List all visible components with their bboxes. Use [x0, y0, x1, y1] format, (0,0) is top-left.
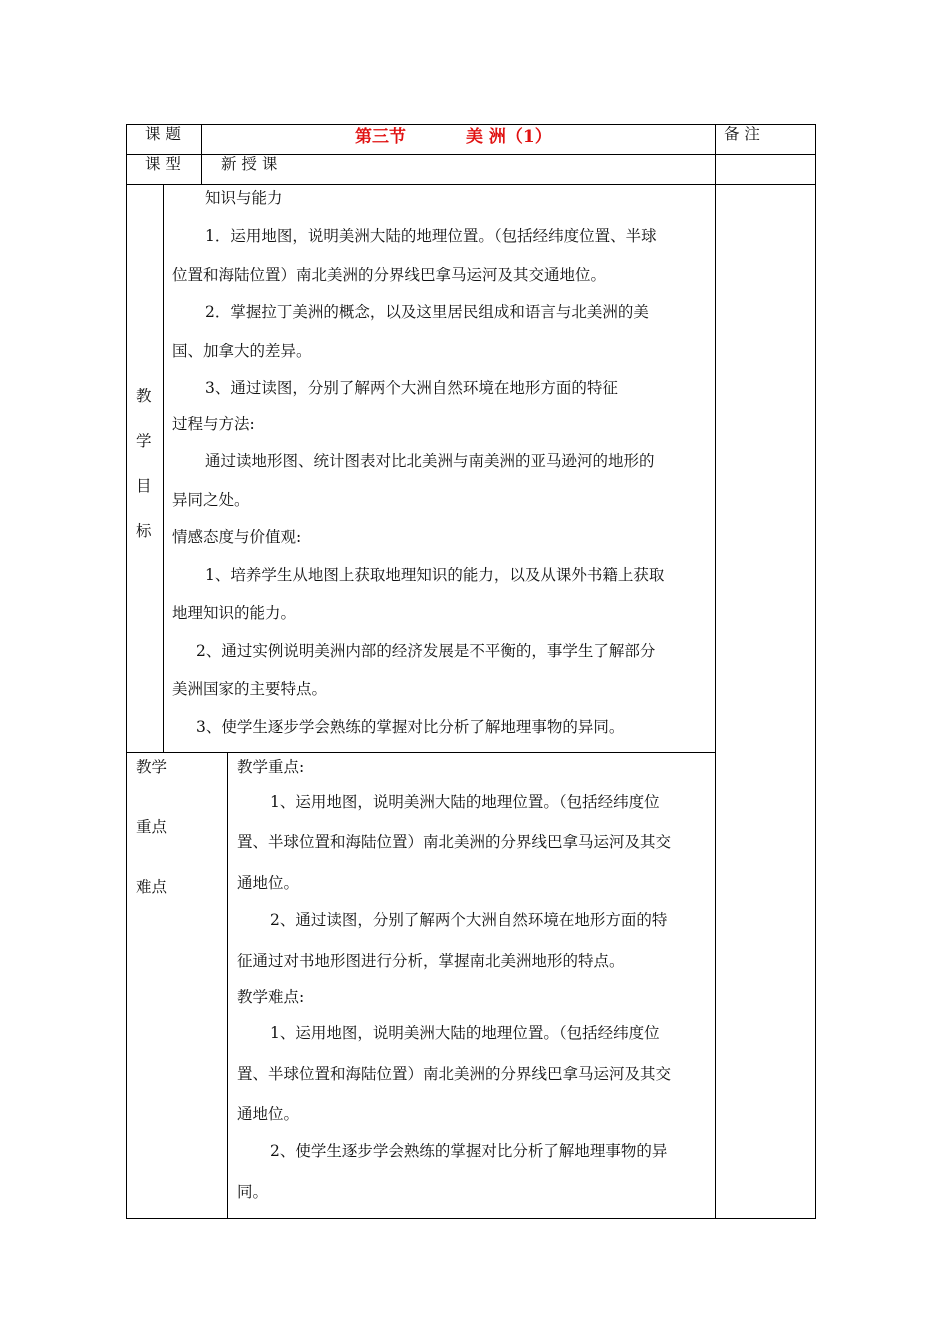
keypoints-heading-difficulty: 教学难点: — [237, 988, 305, 1006]
keypoints-line: 通地位。 — [237, 1105, 300, 1123]
keypoints-line: 2、使学生逐步学会熟练的掌握对比分析了解地理事物的异 — [270, 1142, 668, 1160]
objectives-line: 国、加拿大的差异。 — [172, 342, 312, 360]
keypoints-label-line: 教学 — [136, 758, 168, 776]
objectives-heading-knowledge: 知识与能力 — [205, 189, 283, 207]
keypoints-line: 置、半球位置和海陆位置）南北美洲的分界线巴拿马运河及其交 — [237, 1065, 672, 1083]
keypoints-line: 征通过对书地形图进行分析，掌握南北美洲地形的特点。 — [237, 952, 625, 970]
notes-label: 备 注 — [724, 125, 760, 143]
label-column-divider-keypoints — [227, 752, 228, 1219]
lesson-title-section: 第三节 — [355, 127, 406, 147]
label-column-divider-objectives — [163, 184, 164, 753]
table-border-right — [815, 124, 816, 1219]
objectives-line: 地理知识的能力。 — [172, 604, 297, 622]
type-value: 新 授 课 — [221, 155, 278, 173]
keypoints-line: 1、运用地图，说明美洲大陆的地理位置。（包括经纬度位 — [270, 1024, 660, 1042]
keypoints-line: 2、通过读图，分别了解两个大洲自然环境在地形方面的特 — [270, 911, 668, 929]
row-divider-3 — [126, 752, 716, 753]
keypoints-line: 1、运用地图，说明美洲大陆的地理位置。（包括经纬度位 — [270, 793, 660, 811]
objectives-line: 1．运用地图，说明美洲大陆的地理位置。（包括经纬度位置、半球 — [205, 227, 657, 245]
table-border-bottom — [126, 1218, 816, 1219]
objectives-line: 2、通过实例说明美洲内部的经济发展是不平衡的，事学生了解部分 — [196, 642, 656, 660]
keypoints-line: 置、半球位置和海陆位置）南北美洲的分界线巴拿马运河及其交 — [237, 833, 672, 851]
keypoints-heading-focus: 教学重点: — [237, 758, 305, 776]
objectives-heading-attitude: 情感态度与价值观: — [172, 528, 302, 546]
objectives-line: 异同之处。 — [172, 491, 250, 509]
notes-column-divider — [715, 124, 716, 1219]
table-border-top — [126, 124, 816, 125]
objectives-line: 位置和海陆位置）南北美洲的分界线巴拿马运河及其交通地位。 — [172, 266, 607, 284]
objectives-label-char: 标 — [136, 522, 152, 540]
objectives-line: 美洲国家的主要特点。 — [172, 680, 328, 698]
objectives-heading-process: 过程与方法: — [172, 415, 255, 433]
row-divider-2 — [126, 184, 816, 185]
keypoints-line: 同。 — [237, 1183, 269, 1201]
objectives-line: 通过读地形图、统计图表对比北美洲与南美洲的亚马逊河的地形的 — [205, 452, 655, 470]
objectives-label-char: 学 — [136, 432, 152, 450]
objectives-label-char: 目 — [136, 477, 152, 495]
objectives-line: 1、培养学生从地图上获取地理知识的能力，以及从课外书籍上获取 — [205, 566, 665, 584]
label-column-divider-top — [201, 124, 202, 185]
topic-label: 课 题 — [145, 125, 181, 143]
objectives-line: 3、使学生逐步学会熟练的掌握对比分析了解地理事物的异同。 — [196, 718, 625, 736]
objectives-line: 2．掌握拉丁美洲的概念，以及这里居民组成和语言与北美洲的美 — [205, 303, 649, 321]
keypoints-label-line: 难点 — [136, 878, 168, 896]
objectives-label-char: 教 — [136, 387, 152, 405]
table-border-left — [126, 124, 127, 1219]
lesson-title-topic: 美 洲（1） — [466, 127, 552, 147]
keypoints-line: 通地位。 — [237, 874, 300, 892]
type-label: 课 型 — [145, 155, 181, 173]
keypoints-label-line: 重点 — [136, 818, 168, 836]
objectives-line: 3、通过读图，分别了解两个大洲自然环境在地形方面的特征 — [205, 379, 618, 397]
